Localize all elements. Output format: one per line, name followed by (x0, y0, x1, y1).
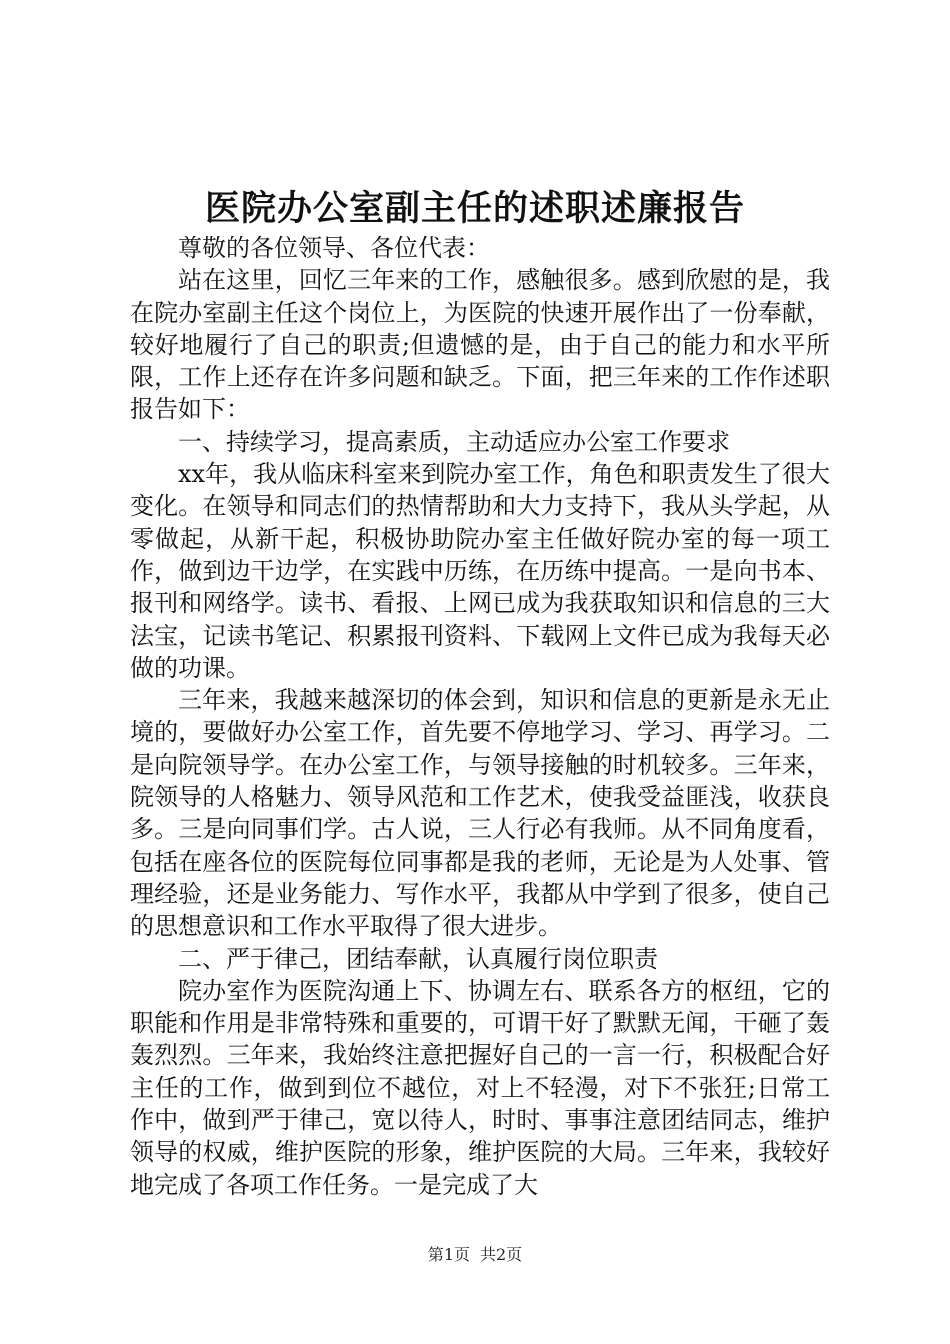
body-paragraph: xx年，我从临床科室来到院办室工作，角色和职责发生了很大变化。在领导和同志们的热情帮助和大力支持下，我从头学起，从零做起，从新干起，积极协助院办室主任做好院办室的每一项工作，做到边干边学，在实践中历练，在历练中提高。一是向书本、报刊和网络学。读书、看报、上网已成为我获取知识和信息的三大法宝，记读书笔记、积累报刊资料、下载网上文件已成为我每天必做的功课。 (130, 460, 830, 682)
page-number-current: 第1页 (427, 1245, 470, 1264)
page-number-total: 共2页 (480, 1245, 523, 1264)
document-body (130, 232, 830, 1201)
salutation-paragraph: 尊敬的各位领导、各位代表： (178, 234, 490, 262)
intro-paragraph: 站在这里，回忆三年来的工作，感触很多。感到欣慰的是，我在院办室副主任这个岗位上，为医院的快速开展作出了一份奉献，较好地履行了自己的职责;但遗憾的是，由于自己的能力和水平所限，工作上还存在许多问题和缺乏。下面，把三年来的工作作述职报告如下： (130, 266, 830, 424)
document-title: 医院办公室副主任的述职述廉报告 (204, 188, 745, 229)
section-heading-2: 二、严于律己，团结奉献，认真履行岗位职责 (178, 944, 658, 973)
section-heading-1: 一、持续学习，提高素质，主动适应办公室工作要求 (178, 427, 730, 456)
body-paragraph: 三年来，我越来越深切的体会到，知识和信息的更新是永无止境的，要做好办公室工作，首先要不停地学习、学习、再学习。二是向院领导学。在办公室工作，与领导接触的时机较多。三年来，院领导的人格魅力、领导风范和工作艺术，使我受益匪浅，收获良多。三是向同事们学。古人说，三人行必有我师。从不同角度看，包括在座各位的医院每位同事都是我的老师，无论是为人处事、管理经验，还是业务能力、写作水平，我都从中学到了很多，使自己的思想意识和工作水平取得了很大进步。 (130, 686, 830, 941)
body-paragraph: 院办室作为医院沟通上下、协调左右、联系各方的枢纽，它的职能和作用是非常特殊和重要的，可谓干好了默默无闻，干砸了轰轰烈烈。三年来，我始终注意把握好自己的一言一行，积极配合好主任的工作，做到到位不越位，对上不轻漫，对下不张狂;日常工作中，做到严于律己，宽以待人，时时、事事注意团结同志，维护领导的权威，维护医院的形象，维护医院的大局。三年来，我较好地完成了各项工作任务。一是完成了大 (130, 976, 830, 1199)
page-footer (0, 1244, 950, 1266)
